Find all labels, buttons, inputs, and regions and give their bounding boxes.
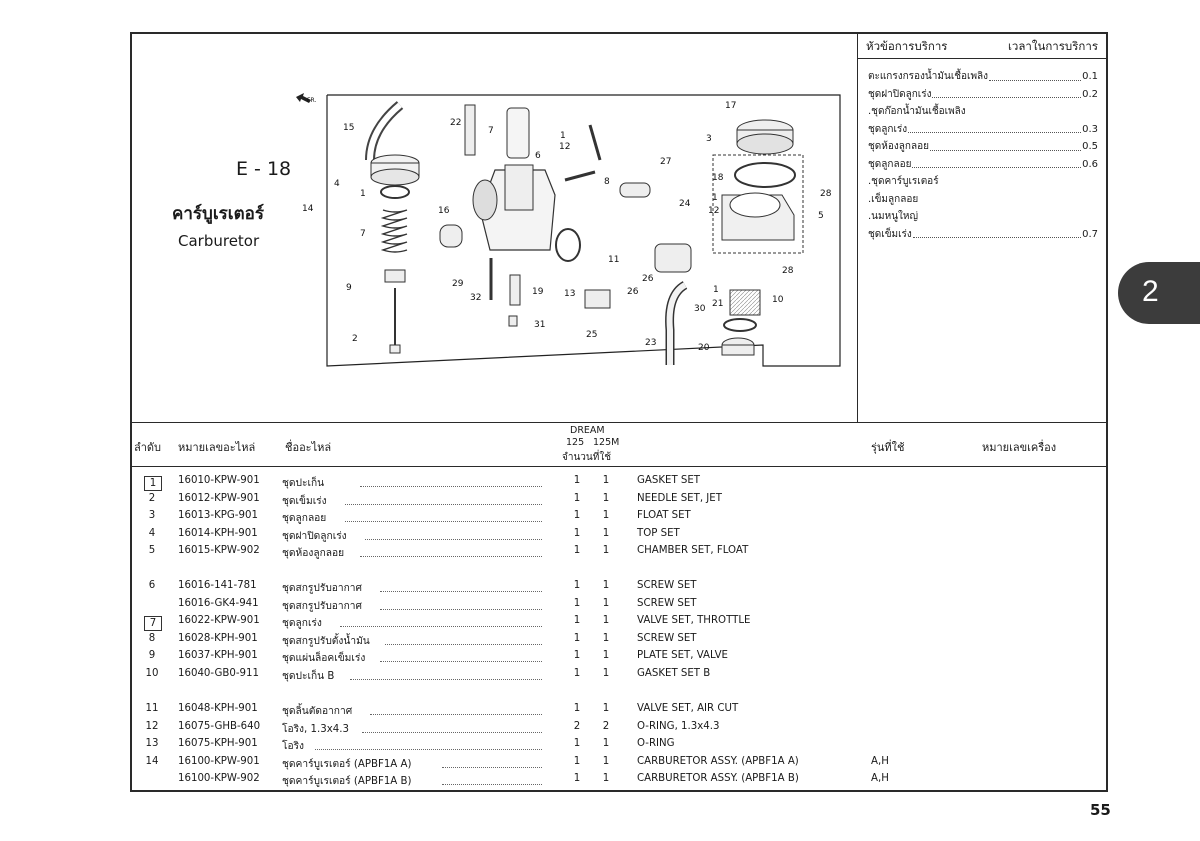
callout-12: 12	[559, 142, 571, 152]
table-row: 4 16014-KPH-901 ชุดฝาปิดลูกเร่ง 1 1 TOP SET	[148, 527, 680, 542]
diagram-title-english: Carburetor	[178, 232, 260, 250]
service-item: .ชุดคาร์บูเรเตอร์	[868, 176, 939, 187]
diagram-code: E - 18	[236, 158, 292, 180]
callout-15: 15	[343, 123, 355, 133]
header-model: DREAM	[570, 425, 605, 436]
table-row: 3 16013-KPG-901 ชุดลูกลอย 1 1 FLOAT SET	[148, 510, 691, 524]
callout-26a: 26	[642, 274, 654, 284]
callout-1c: 1	[712, 193, 718, 203]
header-engine-number: หมายเลขเครื่อง	[982, 441, 1057, 454]
service-item: ชุดฝาปิดลูกเร่ง 0.2	[868, 86, 1098, 104]
callout-1b: 1	[560, 131, 566, 141]
service-item: ตะแกรงกรองน้ำมันเชื้อเพลิง 0.1	[868, 68, 1098, 86]
callout-20: 20	[698, 343, 710, 353]
fr-label: FR.	[307, 97, 317, 104]
callout-25: 25	[586, 330, 598, 340]
callout-18: 18	[712, 173, 724, 183]
service-item: .เข็มลูกลอย	[868, 193, 919, 205]
callout-6: 6	[535, 151, 541, 161]
callout-7b: 7	[488, 126, 494, 136]
callout-16: 16	[438, 206, 450, 216]
callout-31: 31	[534, 320, 546, 330]
service-item: ชุดเข็มเร่ง 0.7	[868, 226, 1098, 244]
service-item: ชุดลูกเร่ง 0.3	[868, 121, 1098, 139]
header-quantity: จำนวนที่ใช้	[562, 452, 612, 463]
header-divider	[130, 466, 1108, 467]
callout-17: 17	[725, 101, 737, 111]
service-header	[858, 32, 1108, 59]
callout-26b: 26	[627, 287, 639, 297]
diagram-title-thai: คาร์บูเรเตอร์	[172, 204, 264, 224]
table-row: 10 16040-GB0-911 ชุดปะเก็น B 1 1 GASKET SET B	[145, 667, 711, 682]
callout-10: 10	[772, 295, 784, 305]
header-part-name: ชื่ออะไหล่	[285, 441, 332, 454]
callout-2: 2	[352, 334, 358, 344]
callout-8: 8	[604, 177, 610, 187]
callout-5: 5	[818, 211, 824, 221]
table-row: 1 16010-KPW-901 ชุดปะเก็น 1 1 GASKET SET	[130, 475, 1108, 492]
table-row: 2 16012-KPW-901 ชุดเข็มเร่ง 1 1 NEEDLE SET, JET	[148, 492, 722, 507]
callout-12b: 12	[708, 206, 720, 216]
parts-table-header	[130, 424, 1108, 466]
callout-7a: 7	[360, 229, 366, 239]
callout-1d: 1	[713, 285, 719, 295]
table-row: 14 16100-KPW-901 ชุดคาร์บูเรเตอร์ (APBF1A A) 1 1 CARBURETOR ASSY. (APBF1A A) A,H	[145, 755, 889, 770]
callout-13: 13	[564, 289, 576, 299]
callout-19: 19	[532, 287, 544, 297]
callout-4: 4	[334, 179, 340, 189]
callout-27: 27	[660, 157, 672, 167]
callout-11: 11	[608, 255, 620, 265]
callout-1a: 1	[360, 189, 366, 199]
callout-22: 22	[450, 118, 462, 128]
chapter-tab	[1118, 262, 1200, 324]
callout-30: 30	[694, 304, 706, 314]
service-item: ชุดห้องลูกลอย 0.5	[868, 138, 1098, 156]
header-model-125: 125	[566, 437, 585, 448]
callout-24: 24	[679, 199, 691, 209]
table-row: 5 16015-KPW-902 ชุดห้องลูกลอย 1 1 CHAMBER SET, FLOAT	[148, 545, 749, 559]
table-row: 11 16048-KPH-901 ชุดลิ้นตัดอากาศ 1 1 VALVE SET, AIR CUT	[145, 703, 739, 717]
service-item-heading: หัวข้อการบริการ	[866, 39, 948, 53]
callout-28a: 28	[820, 189, 832, 199]
page-number: 55	[1090, 801, 1111, 819]
callout-9: 9	[346, 283, 352, 293]
callout-21: 21	[712, 299, 724, 309]
service-item: ชุดลูกลอย 0.6	[868, 156, 1098, 174]
header-index: ลำดับ	[134, 441, 162, 454]
chapter-number: 2	[1142, 275, 1159, 308]
table-row: 8 16028-KPH-901 ชุดสกรูปรับตั้งน้ำมัน 1 1 SCREW SET	[148, 632, 697, 647]
table-row: 13 16075-KPH-901 โอริง 1 1 O-RING	[145, 738, 675, 752]
table-row: 7 16022-KPW-901 ชุดลูกเร่ง 1 1 VALVE SET, THROTTLE	[130, 615, 1108, 632]
callout-23: 23	[645, 338, 657, 348]
callout-28b: 28	[782, 266, 794, 276]
service-item: .นมหนูใหญ่	[868, 211, 919, 222]
table-row: 6 16016-141-781 ชุดสกรูปรับอากาศ 1 1 SCREW SET	[148, 580, 697, 594]
table-row: 16100-KPW-902 ชุดคาร์บูเรเตอร์ (APBF1A B) 1 1 CARBURETOR ASSY. (APBF1A B) A,H	[178, 773, 889, 787]
callout-29: 29	[452, 279, 464, 289]
table-row: 12 16075-GHB-640 โอริง, 1.3x4.3 2 2 O-RING, 1.3x4.3	[145, 720, 720, 735]
header-models-used: รุ่นที่ใช้	[871, 441, 905, 454]
service-time-heading: เวลาในการบริการ	[1007, 39, 1098, 53]
service-item: .ชุดก๊อกน้ำมันเชื้อเพลิง	[868, 106, 966, 117]
callout-32: 32	[470, 293, 482, 303]
service-list	[868, 68, 1098, 243]
table-row: 16016-GK4-941 ชุดสกรูปรับอากาศ 1 1 SCREW SET	[178, 597, 697, 612]
header-model-125m: 125M	[593, 437, 620, 448]
table-row: 9 16037-KPH-901 ชุดแผ่นล็อคเข็มเร่ง 1 1 PLATE SET, VALVE	[148, 650, 728, 664]
callout-3: 3	[706, 134, 712, 144]
header-part-number: หมายเลขอะไหล่	[178, 441, 256, 454]
service-time-panel	[858, 32, 1108, 422]
callout-14: 14	[302, 204, 314, 214]
